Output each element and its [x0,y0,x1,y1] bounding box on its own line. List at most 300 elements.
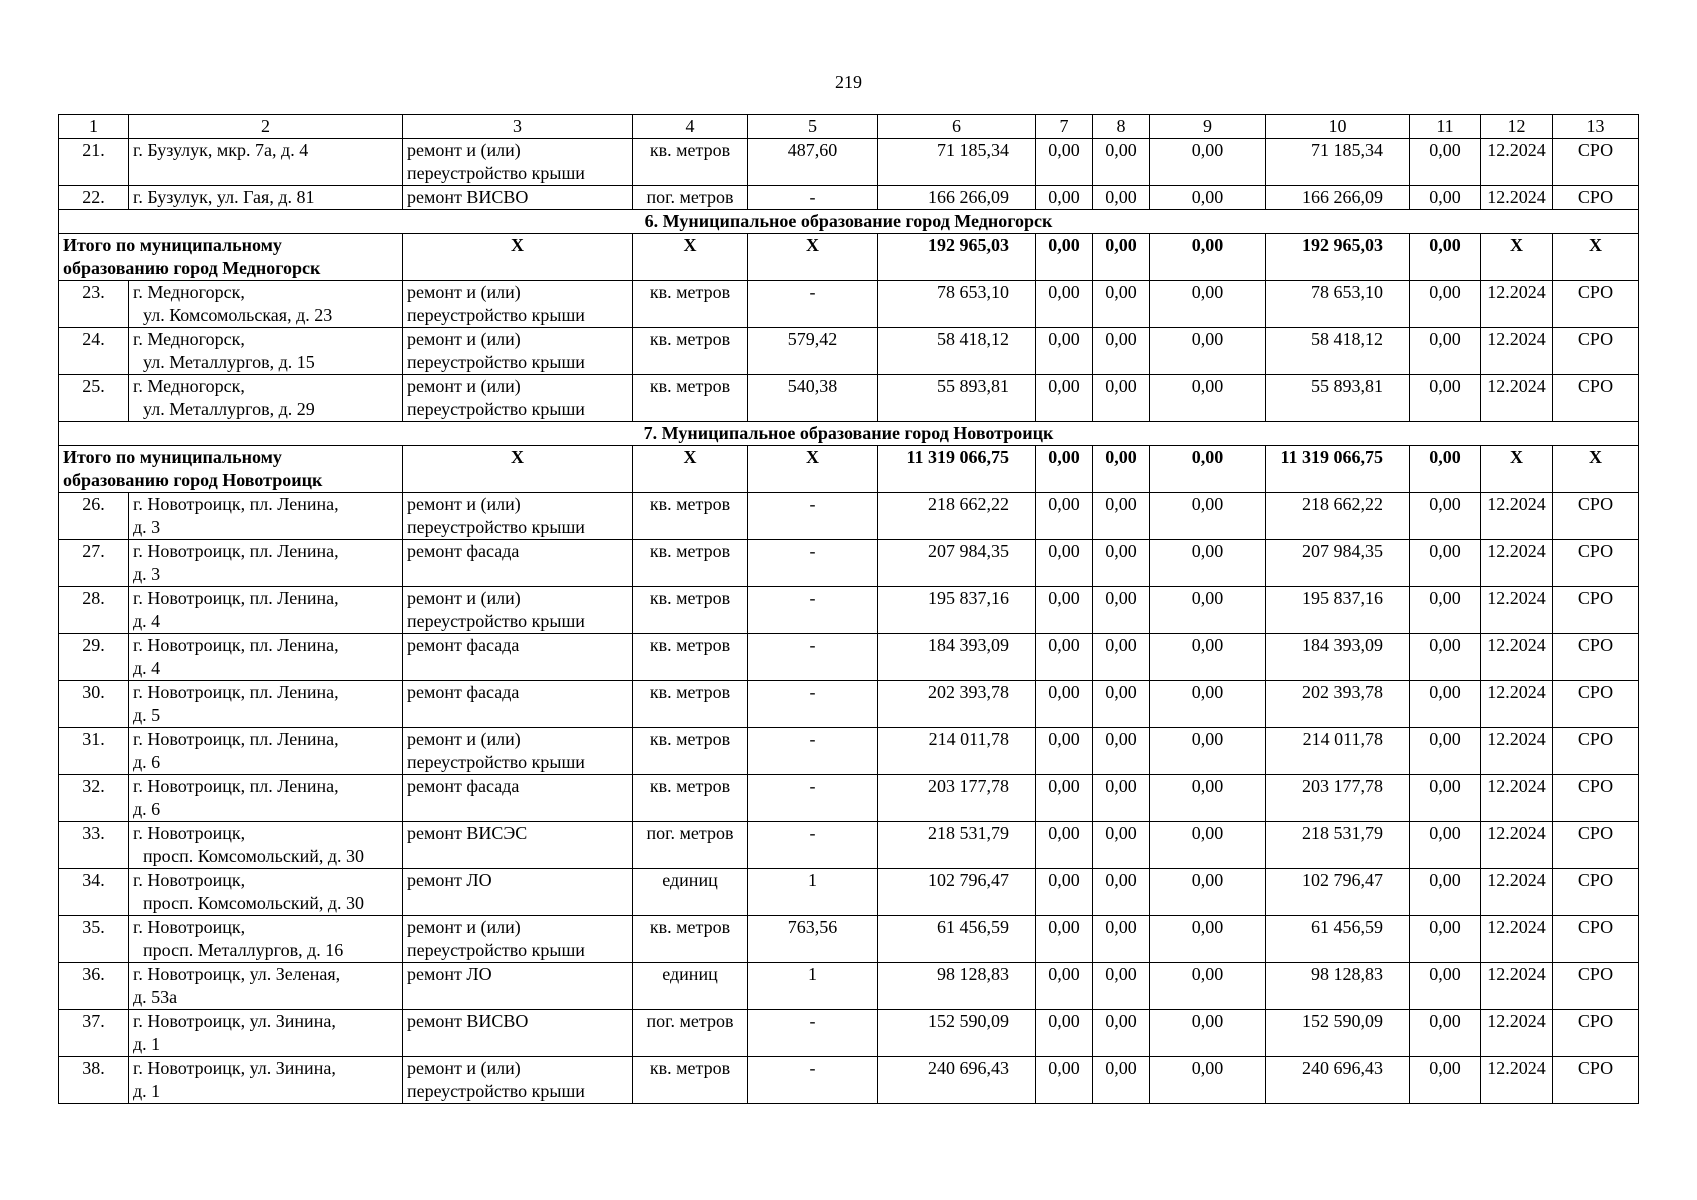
col-9-cell: 0,00 [1150,681,1266,728]
total-label [59,234,403,281]
work-type-cell [403,1057,633,1104]
completion-date-cell: 12.2024 [1481,822,1553,869]
total-col-12: X [1481,446,1553,493]
col-9-cell: 0,00 [1150,728,1266,775]
total-col-7: 0,00 [1036,234,1093,281]
work-type-cell [403,634,633,681]
col-9-cell: 0,00 [1150,587,1266,634]
column-header: 7 [1036,115,1093,139]
unit-cell: кв. метров [633,328,748,375]
quantity-cell: - [748,681,878,728]
col-8-cell: 0,00 [1093,963,1150,1010]
unit-cell: кв. метров [633,1057,748,1104]
method-cell: СРО [1553,540,1639,587]
work-type-cell [403,916,633,963]
total-col-11: 0,00 [1410,234,1481,281]
method-cell: СРО [1553,634,1639,681]
table-row [59,822,1639,869]
table-row [59,540,1639,587]
col-7-cell: 0,00 [1036,587,1093,634]
section-title: 7. Муниципальное образование город Новотроицк [59,422,1639,446]
column-header: 13 [1553,115,1639,139]
table-body [59,115,1639,1104]
method-cell: СРО [1553,869,1639,916]
completion-date-cell: 12.2024 [1481,775,1553,822]
col-8-cell: 0,00 [1093,328,1150,375]
col-11-cell: 0,00 [1410,916,1481,963]
total-col-9: 0,00 [1150,234,1266,281]
total-row [59,234,1639,281]
unit-cell: кв. метров [633,634,748,681]
method-cell: СРО [1553,1010,1639,1057]
col-9-cell: 0,00 [1150,775,1266,822]
table-row [59,1010,1639,1057]
cell-line: ремонт и (или) [407,329,521,349]
completion-date-cell: 12.2024 [1481,587,1553,634]
cell-line: г. Новотроицк, ул. Зинина, [133,1011,336,1031]
col-8-cell: 0,00 [1093,540,1150,587]
row-number: 24. [59,328,129,375]
col-7-cell: 0,00 [1036,139,1093,186]
address-cell [129,634,403,681]
total-col-3: X [403,234,633,281]
method-cell: СРО [1553,186,1639,210]
col-8-cell: 0,00 [1093,869,1150,916]
cost-cell: 195 837,16 [878,587,1036,634]
col-7-cell: 0,00 [1036,375,1093,422]
quantity-cell: 579,42 [748,328,878,375]
col-10-cell: 218 531,79 [1266,822,1410,869]
quantity-cell: 763,56 [748,916,878,963]
col-10-cell: 102 796,47 [1266,869,1410,916]
work-type-cell [403,139,633,186]
method-cell: СРО [1553,822,1639,869]
cell-line: ремонт ВИСВО [407,1011,529,1031]
quantity-cell: 1 [748,869,878,916]
col-10-cell: 166 266,09 [1266,186,1410,210]
address-cell [129,587,403,634]
col-9-cell: 0,00 [1150,139,1266,186]
cost-cell: 152 590,09 [878,1010,1036,1057]
cell-line: г. Новотроицк, пл. Ленина, [133,635,339,655]
cell-line: ремонт и (или) [407,494,521,514]
col-7-cell: 0,00 [1036,493,1093,540]
address-cell [129,963,403,1010]
cell-line: переустройство крыши [407,352,585,372]
row-number: 22. [59,186,129,210]
total-col-8: 0,00 [1093,446,1150,493]
method-cell: СРО [1553,493,1639,540]
cell-line: г. Медногорск, [133,376,245,396]
col-7-cell: 0,00 [1036,634,1093,681]
table-row [59,328,1639,375]
col-10-cell: 202 393,78 [1266,681,1410,728]
cell-line: г. Бузулук, ул. Гая, д. 81 [133,187,315,207]
address-cell [129,281,403,328]
cell-line: Итого по муниципальному [63,447,282,467]
col-11-cell: 0,00 [1410,328,1481,375]
cell-line: г. Новотроицк, пл. Ленина, [133,776,339,796]
cell-line: переустройство крыши [407,517,585,537]
column-header: 3 [403,115,633,139]
col-10-cell: 218 662,22 [1266,493,1410,540]
cell-line: ремонт ЛО [407,870,492,890]
unit-cell: кв. метров [633,916,748,963]
cell-line: ремонт ВИСЭС [407,823,528,843]
row-number: 26. [59,493,129,540]
cell-line: ремонт и (или) [407,1058,521,1078]
col-7-cell: 0,00 [1036,822,1093,869]
col-10-cell: 214 011,78 [1266,728,1410,775]
cell-line: переустройство крыши [407,940,585,960]
address-cell [129,869,403,916]
col-7-cell: 0,00 [1036,540,1093,587]
quantity-cell: - [748,775,878,822]
col-11-cell: 0,00 [1410,963,1481,1010]
cell-line: г. Новотроицк, пл. Ленина, [133,682,339,702]
col-9-cell: 0,00 [1150,375,1266,422]
col-8-cell: 0,00 [1093,681,1150,728]
work-type-cell [403,963,633,1010]
unit-cell: кв. метров [633,281,748,328]
unit-cell: кв. метров [633,775,748,822]
col-11-cell: 0,00 [1410,139,1481,186]
col-9-cell: 0,00 [1150,822,1266,869]
section-title: 6. Муниципальное образование город Медногорск [59,210,1639,234]
row-number: 28. [59,587,129,634]
total-amount-col-10: 11 319 066,75 [1266,446,1410,493]
work-type-cell [403,328,633,375]
quantity-cell: - [748,587,878,634]
cell-line: г. Новотроицк, пл. Ленина, [133,588,339,608]
col-9-cell: 0,00 [1150,186,1266,210]
col-11-cell: 0,00 [1410,281,1481,328]
cost-cell: 203 177,78 [878,775,1036,822]
column-header: 8 [1093,115,1150,139]
table-row [59,916,1639,963]
cell-line: г. Новотроицк, [133,870,246,890]
total-row [59,446,1639,493]
work-type-cell [403,869,633,916]
quantity-cell: - [748,1010,878,1057]
cell-line: г. Новотроицк, пл. Ленина, [133,494,339,514]
col-9-cell: 0,00 [1150,869,1266,916]
col-7-cell: 0,00 [1036,728,1093,775]
completion-date-cell: 12.2024 [1481,634,1553,681]
col-11-cell: 0,00 [1410,822,1481,869]
col-11-cell: 0,00 [1410,540,1481,587]
cell-line: д. 3 [133,564,161,584]
col-11-cell: 0,00 [1410,775,1481,822]
work-type-cell [403,681,633,728]
cell-line: г. Новотроицк, ул. Зеленая, [133,964,341,984]
cell-line: г. Новотроицк, [133,917,246,937]
col-10-cell: 61 456,59 [1266,916,1410,963]
table-row [59,493,1639,540]
table-row [59,375,1639,422]
address-cell [129,916,403,963]
completion-date-cell: 12.2024 [1481,963,1553,1010]
row-number: 21. [59,139,129,186]
total-col-13: X [1553,234,1639,281]
address-cell [129,493,403,540]
col-9-cell: 0,00 [1150,963,1266,1010]
total-amount: 192 965,03 [878,234,1036,281]
address-cell [129,681,403,728]
col-11-cell: 0,00 [1410,681,1481,728]
table-row [59,963,1639,1010]
total-col-8: 0,00 [1093,234,1150,281]
col-11-cell: 0,00 [1410,1057,1481,1104]
cost-cell: 218 662,22 [878,493,1036,540]
address-cell [129,375,403,422]
work-type-cell [403,1010,633,1057]
row-number: 27. [59,540,129,587]
column-header: 11 [1410,115,1481,139]
total-label [59,446,403,493]
method-cell: СРО [1553,375,1639,422]
col-7-cell: 0,00 [1036,775,1093,822]
work-type-cell [403,775,633,822]
completion-date-cell: 12.2024 [1481,328,1553,375]
work-type-cell [403,728,633,775]
cell-line: г. Новотроицк, ул. Зинина, [133,1058,336,1078]
unit-cell: кв. метров [633,728,748,775]
unit-cell: кв. метров [633,587,748,634]
cost-cell: 61 456,59 [878,916,1036,963]
col-7-cell: 0,00 [1036,869,1093,916]
completion-date-cell: 12.2024 [1481,139,1553,186]
cell-line: д. 6 [133,752,161,772]
quantity-cell: - [748,493,878,540]
total-amount: 11 319 066,75 [878,446,1036,493]
cell-line: переустройство крыши [407,611,585,631]
total-col-7: 0,00 [1036,446,1093,493]
row-number: 38. [59,1057,129,1104]
cell-line: д. 5 [133,705,161,725]
cost-cell: 214 011,78 [878,728,1036,775]
cost-cell: 98 128,83 [878,963,1036,1010]
page-number: 219 [835,72,862,92]
cell-line: ремонт ВИСВО [407,187,529,207]
cost-cell: 55 893,81 [878,375,1036,422]
cell-line: ремонт фасада [407,635,520,655]
col-7-cell: 0,00 [1036,328,1093,375]
completion-date-cell: 12.2024 [1481,869,1553,916]
method-cell: СРО [1553,139,1639,186]
method-cell: СРО [1553,916,1639,963]
cell-line: ремонт и (или) [407,282,521,302]
address-cell [129,822,403,869]
cell-line: г. Медногорск, [133,282,245,302]
repair-program-table [58,114,1639,1104]
col-11-cell: 0,00 [1410,587,1481,634]
work-type-cell [403,375,633,422]
column-header: 12 [1481,115,1553,139]
cell-line: ремонт и (или) [407,729,521,749]
method-cell: СРО [1553,1057,1639,1104]
work-type-cell [403,186,633,210]
cell-line: просп. Комсомольский, д. 30 [143,846,365,866]
section-header-row [59,422,1639,446]
cost-cell: 78 653,10 [878,281,1036,328]
column-header: 5 [748,115,878,139]
unit-cell: пог. метров [633,186,748,210]
col-10-cell: 152 590,09 [1266,1010,1410,1057]
quantity-cell: - [748,186,878,210]
method-cell: СРО [1553,728,1639,775]
cost-cell: 218 531,79 [878,822,1036,869]
completion-date-cell: 12.2024 [1481,728,1553,775]
total-col-12: X [1481,234,1553,281]
col-10-cell: 58 418,12 [1266,328,1410,375]
address-cell [129,540,403,587]
col-9-cell: 0,00 [1150,540,1266,587]
cell-line: образованию город Новотроицк [63,470,323,490]
cell-line: г. Бузулук, мкр. 7а, д. 4 [133,140,309,160]
col-9-cell: 0,00 [1150,1010,1266,1057]
row-number: 36. [59,963,129,1010]
section-header-row [59,210,1639,234]
address-cell [129,1057,403,1104]
method-cell: СРО [1553,775,1639,822]
total-col-9: 0,00 [1150,446,1266,493]
table-row [59,775,1639,822]
cell-line: ремонт фасада [407,682,520,702]
cell-line: переустройство крыши [407,399,585,419]
total-col-3: X [403,446,633,493]
method-cell: СРО [1553,587,1639,634]
completion-date-cell: 12.2024 [1481,281,1553,328]
col-7-cell: 0,00 [1036,1010,1093,1057]
col-10-cell: 184 393,09 [1266,634,1410,681]
col-8-cell: 0,00 [1093,375,1150,422]
row-number: 30. [59,681,129,728]
table-row [59,728,1639,775]
col-11-cell: 0,00 [1410,728,1481,775]
table-row [59,634,1639,681]
total-col-4: X [633,446,748,493]
quantity-cell: 487,60 [748,139,878,186]
cell-line: ремонт и (или) [407,140,521,160]
cell-line: г. Медногорск, [133,329,245,349]
cell-line: переустройство крыши [407,305,585,325]
row-number: 25. [59,375,129,422]
total-col-11: 0,00 [1410,446,1481,493]
col-8-cell: 0,00 [1093,139,1150,186]
col-8-cell: 0,00 [1093,728,1150,775]
method-cell: СРО [1553,328,1639,375]
col-8-cell: 0,00 [1093,587,1150,634]
column-header: 4 [633,115,748,139]
cell-line: д. 6 [133,799,161,819]
row-number: 34. [59,869,129,916]
col-8-cell: 0,00 [1093,281,1150,328]
cost-cell: 166 266,09 [878,186,1036,210]
col-8-cell: 0,00 [1093,493,1150,540]
quantity-cell: 540,38 [748,375,878,422]
table-row [59,681,1639,728]
cell-line: д. 4 [133,611,161,631]
column-header: 6 [878,115,1036,139]
col-11-cell: 0,00 [1410,493,1481,540]
column-header: 1 [59,115,129,139]
work-type-cell [403,540,633,587]
quantity-cell: - [748,281,878,328]
unit-cell: кв. метров [633,139,748,186]
column-header: 10 [1266,115,1410,139]
total-col-4: X [633,234,748,281]
cell-line: переустройство крыши [407,163,585,183]
col-7-cell: 0,00 [1036,186,1093,210]
table-row [59,869,1639,916]
col-7-cell: 0,00 [1036,281,1093,328]
address-cell [129,775,403,822]
cost-cell: 207 984,35 [878,540,1036,587]
completion-date-cell: 12.2024 [1481,493,1553,540]
col-9-cell: 0,00 [1150,328,1266,375]
cell-line: д. 53а [133,987,178,1007]
table-row [59,186,1639,210]
method-cell: СРО [1553,681,1639,728]
col-10-cell: 240 696,43 [1266,1057,1410,1104]
completion-date-cell: 12.2024 [1481,540,1553,587]
row-number: 33. [59,822,129,869]
address-cell [129,328,403,375]
row-number: 23. [59,281,129,328]
unit-cell: пог. метров [633,1010,748,1057]
row-number: 35. [59,916,129,963]
col-7-cell: 0,00 [1036,681,1093,728]
total-col-5: X [748,234,878,281]
quantity-cell: 1 [748,963,878,1010]
completion-date-cell: 12.2024 [1481,1010,1553,1057]
cell-line: д. 3 [133,517,161,537]
completion-date-cell: 12.2024 [1481,916,1553,963]
cell-line: ремонт и (или) [407,917,521,937]
cell-line: переустройство крыши [407,1081,585,1101]
cost-cell: 240 696,43 [878,1057,1036,1104]
col-8-cell: 0,00 [1093,775,1150,822]
cell-line: г. Новотроицк, пл. Ленина, [133,729,339,749]
cell-line: ремонт и (или) [407,588,521,608]
col-9-cell: 0,00 [1150,634,1266,681]
work-type-cell [403,493,633,540]
cell-line: ул. Комсомольская, д. 23 [143,305,333,325]
work-type-cell [403,822,633,869]
row-number: 32. [59,775,129,822]
cell-line: ул. Металлургов, д. 29 [143,399,315,419]
completion-date-cell: 12.2024 [1481,186,1553,210]
col-11-cell: 0,00 [1410,1010,1481,1057]
cost-cell: 202 393,78 [878,681,1036,728]
col-10-cell: 71 185,34 [1266,139,1410,186]
row-number: 29. [59,634,129,681]
col-7-cell: 0,00 [1036,963,1093,1010]
col-9-cell: 0,00 [1150,493,1266,540]
col-11-cell: 0,00 [1410,869,1481,916]
cell-line: д. 4 [133,658,161,678]
col-10-cell: 78 653,10 [1266,281,1410,328]
address-cell [129,186,403,210]
address-cell [129,139,403,186]
completion-date-cell: 12.2024 [1481,1057,1553,1104]
cost-cell: 184 393,09 [878,634,1036,681]
cell-line: образованию город Медногорск [63,258,321,278]
col-8-cell: 0,00 [1093,822,1150,869]
unit-cell: единиц [633,963,748,1010]
method-cell: СРО [1553,963,1639,1010]
